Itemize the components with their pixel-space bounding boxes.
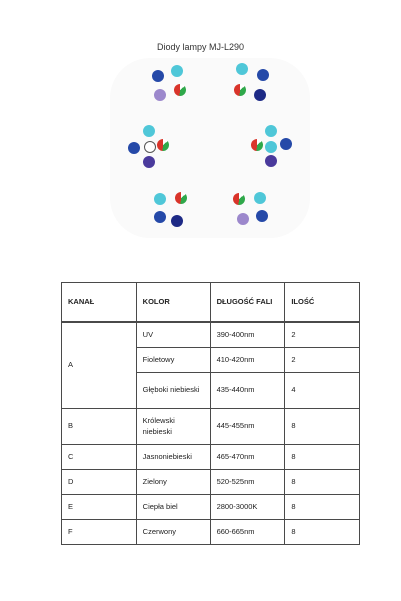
table-row [62, 322, 360, 348]
table-row [62, 470, 360, 495]
light-blue-led [171, 65, 183, 77]
violet-led [265, 155, 277, 167]
channel-cell: F [62, 520, 137, 545]
color-cell: Ciepła biel [136, 495, 210, 520]
light-blue-led [154, 193, 166, 205]
royal-blue-led [280, 138, 292, 150]
wavelength-cell: 410-420nm [210, 348, 285, 373]
red-green-led [233, 193, 245, 205]
table-row [62, 409, 360, 445]
count-cell: 2 [285, 322, 360, 348]
red-green-led [251, 139, 263, 151]
light-blue-led [265, 125, 277, 137]
red-green-led [174, 84, 186, 96]
wavelength-cell: 445-455nm [210, 409, 285, 445]
count-cell: 2 [285, 348, 360, 373]
light-blue-led [265, 141, 277, 153]
count-cell: 8 [285, 495, 360, 520]
header-wavelength: DŁUGOŚĆ FALI [210, 283, 285, 323]
wavelength-cell: 660-665nm [210, 520, 285, 545]
deep-blue-led [171, 215, 183, 227]
wavelength-cell: 2800-3000K [210, 495, 285, 520]
count-cell: 8 [285, 409, 360, 445]
count-cell: 8 [285, 445, 360, 470]
deep-blue-led [254, 89, 266, 101]
channel-cell: A [62, 322, 137, 409]
uv-led [154, 89, 166, 101]
royal-blue-led [257, 69, 269, 81]
header-count: ILOŚĆ [285, 283, 360, 323]
warm-white-led [144, 141, 156, 153]
red-green-led [234, 84, 246, 96]
light-blue-led [143, 125, 155, 137]
header-color: KOLOR [136, 283, 210, 323]
color-cell: Jasnoniebieski [136, 445, 210, 470]
wavelength-cell: 390-400nm [210, 322, 285, 348]
red-green-led [157, 139, 169, 151]
wavelength-cell: 520-525nm [210, 470, 285, 495]
color-cell: UV [136, 322, 210, 348]
channel-cell: E [62, 495, 137, 520]
table-row [62, 445, 360, 470]
channel-cell: C [62, 445, 137, 470]
table-row [62, 520, 360, 545]
royal-blue-led [128, 142, 140, 154]
light-blue-led [254, 192, 266, 204]
light-blue-led [236, 63, 248, 75]
count-cell: 4 [285, 373, 360, 409]
led-layout-diagram [110, 58, 310, 238]
wavelength-cell: 435-440nm [210, 373, 285, 409]
violet-led [143, 156, 155, 168]
diagram-title: Diody lampy MJ-L290 [156, 42, 245, 52]
uv-led [237, 213, 249, 225]
header-channel: KANAŁ [62, 283, 137, 323]
count-cell: 8 [285, 520, 360, 545]
channel-cell: D [62, 470, 137, 495]
table-header-row [62, 283, 360, 323]
wavelength-cell: 465-470nm [210, 445, 285, 470]
led-spec-table [61, 282, 360, 545]
royal-blue-led [152, 70, 164, 82]
color-cell: Czerwony [136, 520, 210, 545]
color-cell: Zielony [136, 470, 210, 495]
color-cell: Głęboki niebieski [136, 373, 210, 409]
royal-blue-led [154, 211, 166, 223]
table-row [62, 495, 360, 520]
count-cell: 8 [285, 470, 360, 495]
royal-blue-led [256, 210, 268, 222]
color-cell: Fioletowy [136, 348, 210, 373]
red-green-led [175, 192, 187, 204]
color-cell: Królewski niebieski [136, 409, 210, 445]
channel-cell: B [62, 409, 137, 445]
